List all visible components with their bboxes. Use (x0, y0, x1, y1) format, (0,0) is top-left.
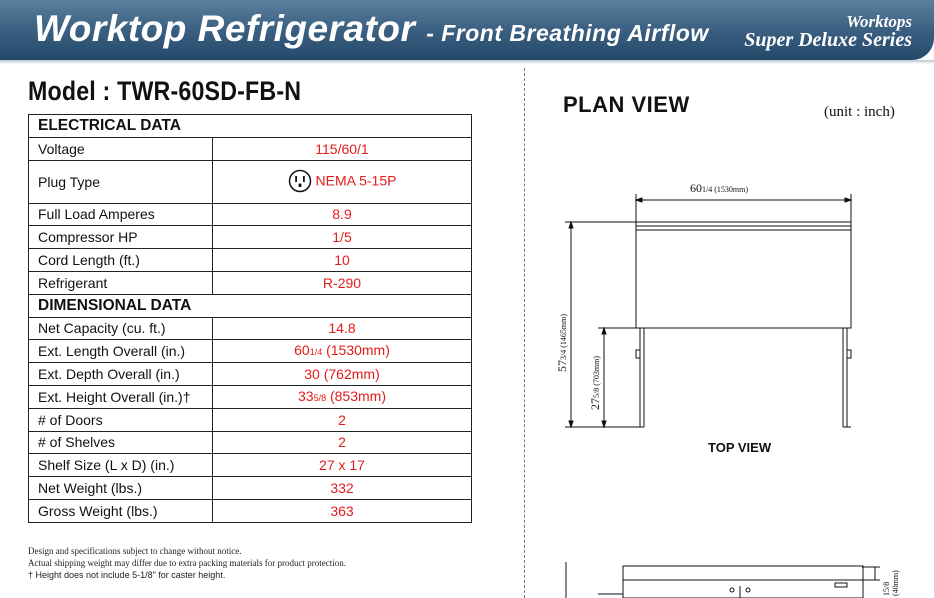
table-row (29, 477, 472, 500)
banner-subtitle: - Front Breathing Airflow (426, 20, 709, 46)
height-whole: 33 (298, 387, 314, 404)
inner-dim-whole: 27 (588, 398, 602, 410)
height-rest: (853mm) (326, 387, 386, 404)
spec-table (28, 114, 472, 523)
capacity-value: 14.8 (213, 317, 472, 340)
table-row (29, 363, 472, 386)
table-row (29, 137, 472, 160)
width-dim-rest: 1/4 (1530mm) (702, 185, 748, 194)
length-value (213, 340, 472, 363)
footnotes (28, 545, 346, 581)
series-label (744, 12, 912, 50)
depth-dim-text (555, 314, 569, 372)
voltage-label: Voltage (29, 137, 213, 160)
table-row (29, 454, 472, 477)
length-label: Ext. Length Overall (in.) (29, 340, 213, 363)
net-weight-value: 332 (213, 477, 472, 500)
plug-cell (213, 160, 472, 203)
table-row (29, 340, 472, 363)
electrical-header-row (29, 115, 472, 138)
table-row (29, 203, 472, 226)
table-row (29, 271, 472, 294)
table-row (29, 431, 472, 454)
refrigerant-value: R-290 (213, 271, 472, 294)
header-banner (0, 0, 934, 64)
depth-dim-rest: 3/4 (1465mm) (559, 314, 568, 360)
length-whole: 60 (294, 342, 310, 359)
hp-value: 1/5 (213, 226, 472, 249)
gross-weight-value: 363 (213, 499, 472, 522)
height-frac: 5/8 (313, 392, 327, 403)
shelf-size-value: 27 x 17 (213, 454, 472, 477)
amps-label: Full Load Amperes (29, 203, 213, 226)
shelves-label: # of Shelves (29, 431, 213, 454)
front-dim-line2: (40mm) (891, 570, 900, 596)
series-line1: Worktops (846, 12, 912, 31)
table-row (29, 160, 472, 203)
cord-label: Cord Length (ft.) (29, 249, 213, 272)
cord-value: 10 (213, 249, 472, 272)
electrical-header: ELECTRICAL DATA (29, 115, 472, 138)
table-row (29, 317, 472, 340)
gross-weight-label: Gross Weight (lbs.) (29, 499, 213, 522)
top-view-label: TOP VIEW (708, 440, 772, 455)
capacity-label: Net Capacity (cu. ft.) (29, 317, 213, 340)
shelves-value: 2 (213, 431, 472, 454)
shelf-size-label: Shelf Size (L x D) (in.) (29, 454, 213, 477)
banner-shadow (0, 60, 934, 64)
table-row (29, 385, 472, 408)
amps-value: 8.9 (213, 203, 472, 226)
table-row (29, 226, 472, 249)
front-dim-text (882, 582, 891, 596)
plug-icon (288, 169, 312, 195)
plug-value: NEMA 5-15P (315, 172, 397, 189)
hp-label: Compressor HP (29, 226, 213, 249)
doors-label: # of Doors (29, 408, 213, 431)
doors-value: 2 (213, 408, 472, 431)
length-rest: (1530mm) (322, 342, 390, 359)
length-frac: 1/4 (309, 347, 323, 358)
dimensional-header: DIMENSIONAL DATA (29, 294, 472, 317)
width-dim-whole: 60 (690, 181, 702, 195)
unit-label: (unit : inch) (824, 104, 895, 120)
front-dim-text2 (891, 570, 900, 596)
voltage-value: 115/60/1 (213, 137, 472, 160)
depth-dim-whole: 57 (555, 360, 569, 372)
plan-view-title: PLAN VIEW (563, 92, 690, 117)
note-line3: † Height does not include 5-1/8" for caster height. (28, 570, 226, 580)
height-value (213, 385, 472, 408)
inner-dim-text (588, 356, 602, 410)
plan-drawing (524, 160, 934, 598)
table-row (29, 499, 472, 522)
note-line2: Actual shipping weight may differ due to extra packing materials for product protection. (28, 558, 346, 568)
banner-title-main: Worktop Refrigerator (34, 8, 416, 49)
inner-dim-rest: 5/8 (703mm) (592, 356, 601, 398)
refrigerant-label: Refrigerant (29, 271, 213, 294)
depth-value: 30 (762mm) (213, 363, 472, 386)
series-line2: Super Deluxe Series (744, 29, 912, 51)
note-line1: Design and specifications subject to change without notice. (28, 546, 242, 556)
net-weight-label: Net Weight (lbs.) (29, 477, 213, 500)
table-row (29, 249, 472, 272)
width-dim-text (690, 181, 748, 195)
plug-label: Plug Type (29, 160, 213, 203)
table-row (29, 408, 472, 431)
model-title: Model : TWR-60SD-FB-N (28, 76, 302, 106)
dimensional-header-row (29, 294, 472, 317)
depth-label: Ext. Depth Overall (in.) (29, 363, 213, 386)
front-dim-line1: 15/8 (882, 581, 891, 596)
banner-title (34, 8, 709, 50)
height-label: Ext. Height Overall (in.)† (29, 385, 213, 408)
